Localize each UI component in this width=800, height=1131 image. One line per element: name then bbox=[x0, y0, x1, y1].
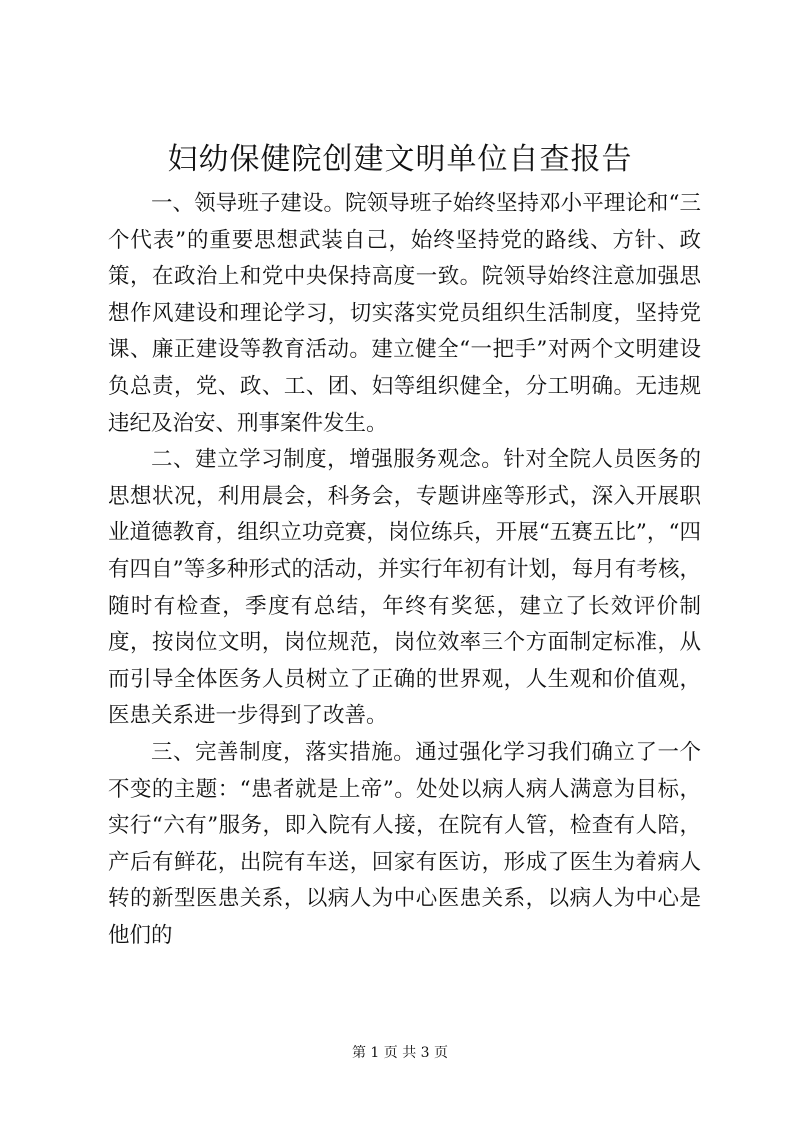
paragraph-study-system: 二、建立学习制度，增强服务观念。针对全院人员医务的思想状况，利用晨会，科务会，专题讲座等形式，深入开展职业道德教育，组织立功竞赛，岗位练兵，开展“五赛五比”，“四有四自”等多种形式的活动，并实行年初有计划，每月有考核，随时有检查，季度有总结，年终有奖惩，建立了长效评价制度，按岗位文明，岗位规范，岗位效率三个方面制定标准，从而引导全体医务人员树立了正确的世界观，人生观和价值观，医患关系进一步得到了改善。 bbox=[108, 447, 701, 729]
page-footer: 第 1 页 共 3 页 bbox=[351, 1045, 449, 1061]
paragraph-leadership: 一、领导班子建设。院领导班子始终坚持邓小平理论和“三个代表”的重要思想武装自己，始终坚持党的路线、方针、政策，在政治上和党中央保持高度一致。院领导始终注意加强思想作风建设和理论学习，切实落实党员组织生活制度，坚持党课、廉正建设等教育活动。建立健全“一把手”对两个文明建设负总责，党、政、工、团、妇等组织健全，分工明确。无违规违纪及治安、刑事案件发生。 bbox=[108, 191, 701, 436]
document-title: 妇幼保健院创建文明单位自查报告 bbox=[167, 142, 633, 177]
document-body bbox=[108, 186, 701, 954]
paragraph-measures: 三、完善制度，落实措施。通过强化学习我们确立了一个不变的主题：“患者就是上帝”。处处以病人病人满意为目标，实行“六有”服务，即入院有人接，在院有人管，检查有人陪，产后有鲜花，出院有车送，回家有医访，形成了医生为着病人转的新型医患关系，以病人为中心医患关系，以病人为中心是他们的 bbox=[108, 739, 701, 948]
